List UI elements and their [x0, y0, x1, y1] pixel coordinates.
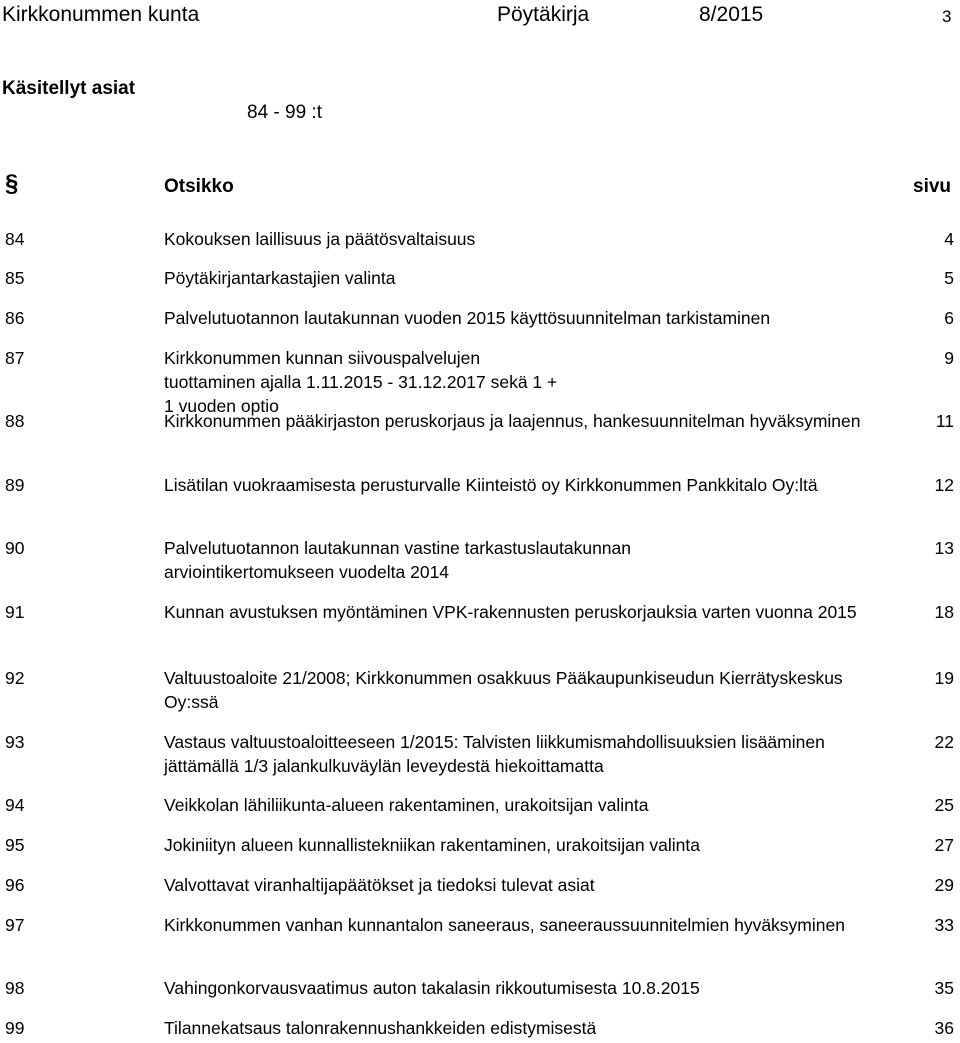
entry-number: 91	[5, 602, 25, 622]
entry-page: 33	[934, 915, 954, 935]
header-organization: Kirkkonummen kunta	[2, 3, 200, 26]
entry-title: Palvelutuotannon lautakunnan vastine tarkastuslautakunnan arviointikertomukseen vuodelta 2014	[164, 538, 632, 582]
entry-number: 96	[5, 875, 25, 895]
entry-number: 84	[5, 229, 25, 249]
section-range: 84 - 99 :t	[247, 102, 322, 123]
column-header-symbol: §	[5, 170, 19, 197]
entry-title: Vahingonkorvausvaatimus auton takalasin rikkoutumisesta 10.8.2015	[164, 978, 700, 998]
entry-title: Kunnan avustuksen myöntäminen VPK-rakennusten peruskorjauksia varten vuonna 2015	[164, 602, 857, 622]
entry-title: Lisätilan vuokraamisesta perusturvalle Kiinteistö oy Kirkkonummen Pankkitalo Oy:ltä	[164, 475, 818, 495]
entry-page: 22	[934, 732, 954, 752]
entry-page: 12	[934, 475, 954, 495]
entry-number: 90	[5, 538, 25, 558]
entry-title: Valvottavat viranhaltijapäätökset ja tiedoksi tulevat asiat	[164, 875, 595, 895]
entry-number: 88	[5, 411, 25, 431]
entry-page: 36	[934, 1018, 954, 1038]
entry-title: Palvelutuotannon lautakunnan vuoden 2015 käyttösuunnitelman tarkistaminen	[164, 308, 771, 328]
entry-title: Pöytäkirjantarkastajien valinta	[164, 268, 396, 288]
entry-title: Kokouksen laillisuus ja päätösvaltaisuus	[164, 229, 476, 249]
entry-page: 11	[935, 411, 954, 431]
entry-title: Vastaus valtuustoaloitteeseen 1/2015: Talvisten liikkumismahdollisuuksien lisääminen jättämällä 1/3 jalankulkuväylän leveydestä hiekoittamatta	[164, 732, 825, 776]
entry-title: Veikkolan lähiliikunta-alueen rakentaminen, urakoitsijan valinta	[164, 795, 649, 815]
entry-page: 9	[944, 348, 954, 368]
entry-number: 85	[5, 268, 25, 288]
entry-number: 95	[5, 835, 25, 855]
entry-number: 92	[5, 668, 25, 688]
entry-page: 25	[934, 795, 954, 815]
entry-page: 13	[934, 538, 954, 558]
entry-page: 5	[944, 268, 954, 288]
entry-number: 86	[5, 308, 25, 328]
header-document-type: Pöytäkirja	[497, 3, 590, 26]
entry-number: 99	[5, 1018, 25, 1038]
entry-number: 87	[5, 348, 25, 368]
entry-title: Tilannekatsaus talonrakennushankkeiden edistymisestä	[164, 1018, 597, 1038]
entry-title: Jokiniityn alueen kunnallistekniikan rakentaminen, urakoitsijan valinta	[164, 835, 700, 855]
entry-number: 93	[5, 732, 25, 752]
entry-title: Valtuustoaloite 21/2008; Kirkkonummen osakkuus Pääkaupunkiseudun Kierrätyskeskus Oy:ssä	[164, 668, 843, 712]
entry-title: Kirkkonummen vanhan kunnantalon saneeraus, saneeraussuunnitelmien hyväksyminen	[164, 915, 845, 935]
entry-page: 18	[934, 602, 954, 622]
entry-page: 6	[944, 308, 954, 328]
entry-page: 27	[934, 835, 954, 855]
entry-number: 97	[5, 915, 25, 935]
section-title: Käsitellyt asiat	[2, 78, 136, 99]
entry-page: 29	[934, 875, 954, 895]
entry-page: 35	[934, 978, 954, 998]
column-header-title: Otsikko	[164, 176, 234, 197]
entry-number: 98	[5, 978, 25, 998]
entry-number: 89	[5, 475, 25, 495]
entry-page: 4	[944, 229, 954, 249]
column-header-page: sivu	[913, 176, 952, 197]
entry-number: 94	[5, 795, 25, 815]
header-document-number: 8/2015	[699, 3, 764, 26]
entry-title: Kirkkonummen pääkirjaston peruskorjaus ja laajennus, hankesuunnitelman hyväksyminen	[164, 411, 861, 431]
header-page-number: 3	[942, 7, 952, 26]
entry-page: 19	[934, 668, 954, 688]
entry-title: Kirkkonummen kunnan siivouspalvelujen tuottaminen ajalla 1.11.2015 - 31.12.2017 sekä 1 + 1 vuoden optio	[164, 348, 558, 416]
